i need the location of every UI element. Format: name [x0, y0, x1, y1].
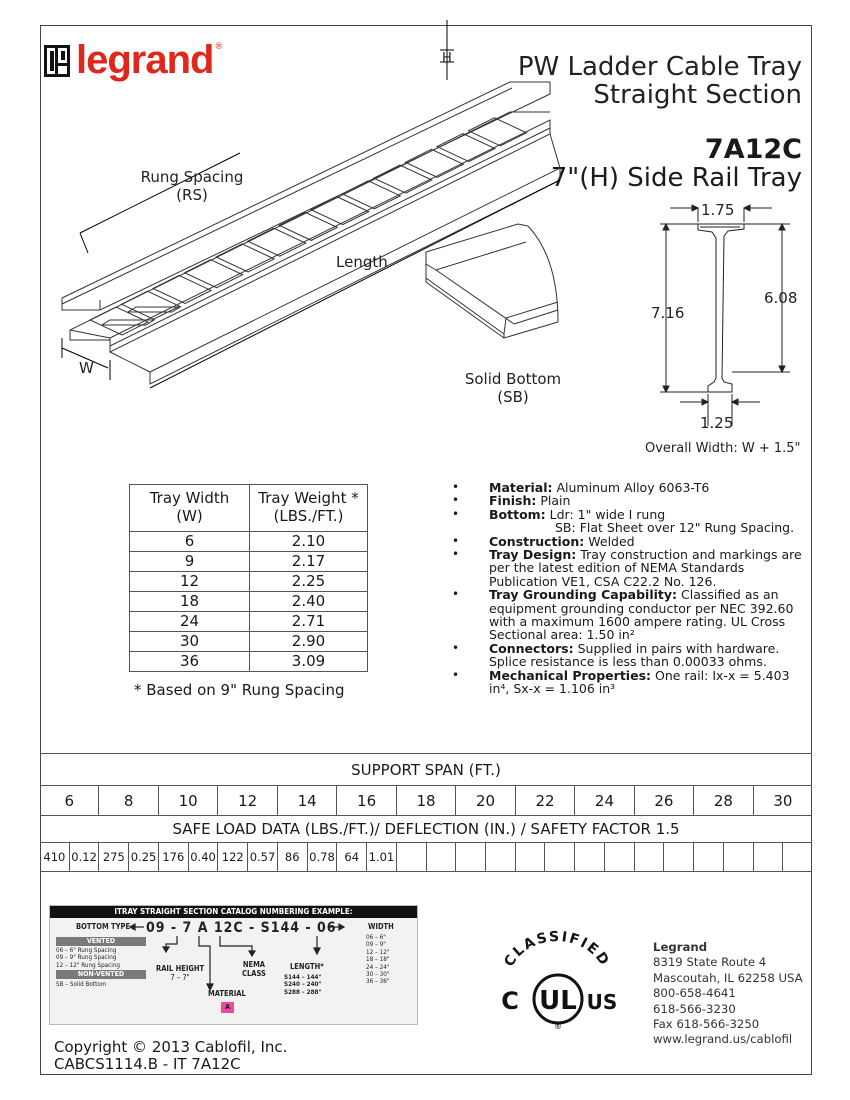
- spec-text: One rail: Ix-x = 5.403 in⁴, Sx-x = 1.106 in³: [489, 667, 790, 697]
- catalog-vented: VENTED: [56, 937, 146, 946]
- load-cell: [545, 843, 575, 871]
- safe-load-values: [40, 843, 812, 872]
- ladder-rung: [185, 260, 243, 288]
- ladder-rung: [153, 275, 211, 303]
- rail-height-title: RAIL HEIGHT: [156, 964, 205, 973]
- tray-weight-header-l1: Tray Weight *: [258, 489, 359, 507]
- spec-item: [452, 494, 812, 507]
- spec-text: Welded: [584, 533, 635, 549]
- ul-classified-mark: [496, 925, 621, 1037]
- span-cell: 10: [159, 786, 218, 815]
- catalog-list-item: S240 – 240": [284, 981, 322, 989]
- support-span-values: [40, 786, 812, 816]
- company-name: Legrand: [653, 940, 708, 954]
- load-cell: 176: [159, 843, 189, 871]
- catalog-list-item: 12 – 12" Rung Spacing: [56, 961, 121, 969]
- catalog-bottom-type: BOTTOM TYPE: [76, 922, 131, 931]
- footer: [54, 1039, 287, 1073]
- spec-list: [452, 481, 812, 696]
- ul-top-text: CLASSIFIED: [501, 928, 613, 970]
- profile-overall-height: 7.16: [651, 304, 685, 322]
- span-cell: 30: [773, 792, 793, 810]
- nema-title: NEMA: [242, 960, 266, 969]
- address-line: www.legrand.us/cablofil: [653, 1032, 793, 1047]
- tray-width-cell: 18: [130, 592, 250, 612]
- spec-label: Tray Design:: [489, 547, 577, 563]
- doc-subtitle: 7"(H) Side Rail Tray: [550, 163, 802, 193]
- support-span-title: SUPPORT SPAN (FT.): [40, 753, 812, 786]
- load-cell: 86: [278, 843, 308, 871]
- load-cell: [635, 843, 665, 871]
- ul-c-text: C: [501, 987, 519, 1015]
- tray-width-header: [130, 485, 250, 532]
- solid-bottom-abbr: (SB): [497, 388, 529, 406]
- spec-label: Bottom:: [489, 506, 546, 522]
- rail-height-val: 7 – 7": [170, 973, 190, 982]
- spec-item: [452, 548, 812, 588]
- catalog-list-item: 24 – 24": [366, 963, 390, 971]
- doc-title-line1: PW Ladder Cable Tray: [517, 52, 802, 82]
- ladder-rung: [468, 118, 526, 146]
- span-cell: 26: [635, 786, 694, 815]
- spec-text: Classified as an equipment grounding conductor per NEC 392.60 with a maximum 1600 ampere rating. UL Cross Sectional area: 1.50 in²: [489, 587, 794, 643]
- tray-weight-header-l2: (LBS./FT.): [273, 507, 344, 525]
- company-address: [653, 940, 803, 1048]
- catalog-list-item: 36 – 36": [366, 978, 390, 986]
- tray-weight-cell: 2.90: [250, 632, 368, 652]
- solid-bottom-drawing: [418, 218, 563, 348]
- catalog-material-val: A: [221, 1002, 234, 1013]
- load-cell: 1.01: [367, 843, 397, 871]
- code-width: 06: [317, 920, 337, 936]
- table-row: [130, 572, 368, 592]
- catalog-nema-class: [242, 960, 266, 978]
- rung-spacing-label: [136, 168, 248, 204]
- load-cell: [397, 843, 427, 871]
- code-rail-height: 7: [182, 920, 193, 936]
- catalog-code: [146, 920, 337, 936]
- code-dash-3: -: [305, 920, 312, 936]
- span-cell: 8: [99, 786, 158, 815]
- ladder-rung: [90, 307, 148, 335]
- catalog-list-item: 06 – 6" Rung Spacing: [56, 947, 117, 954]
- load-cell: [694, 843, 724, 871]
- catalog-non-vented: NON-VENTED: [56, 970, 146, 979]
- tray-width-cell: 12: [130, 572, 250, 592]
- catalog-heading: ITRAY STRAIGHT SECTION CATALOG NUMBERING EXAMPLE:: [50, 906, 417, 918]
- code-nema-class: 12C: [213, 920, 244, 936]
- spec-item: [452, 508, 812, 535]
- length-label: Length: [336, 253, 388, 271]
- spec-label: Material:: [489, 480, 553, 495]
- catalog-width-title: WIDTH: [368, 922, 394, 931]
- tray-weight-cell: 2.25: [250, 572, 368, 592]
- catalog-non-vented-items: [56, 981, 106, 988]
- spec-label: Tray Grounding Capability:: [489, 587, 678, 603]
- model-number: 7A12C: [704, 134, 802, 165]
- load-cell: [783, 843, 812, 871]
- class-title: CLASS: [242, 969, 266, 978]
- tray-width-cell: 36: [130, 652, 250, 672]
- load-cell: 0.78: [308, 843, 338, 871]
- load-cell: [427, 843, 457, 871]
- catalog-length-items: [284, 974, 321, 996]
- load-cell: [456, 843, 486, 871]
- spec-item: [452, 588, 812, 642]
- ladder-rung: [342, 181, 400, 209]
- span-cell: 18: [397, 786, 456, 815]
- height-label: H: [442, 51, 452, 66]
- ladder-rung: [279, 212, 337, 240]
- ul-us-text: US: [586, 990, 618, 1014]
- code-dash-2: -: [249, 920, 256, 936]
- catalog-list-item: 12 – 12": [366, 948, 390, 956]
- address-line: 618-566-3230: [653, 1001, 736, 1016]
- load-cell: [605, 843, 635, 871]
- catalog-list-item: 18 – 18": [366, 956, 390, 964]
- safe-load-title: SAFE LOAD DATA (LBS./FT.)/ DEFLECTION (IN.) / SAFETY FACTOR 1.5: [40, 816, 812, 843]
- copyright: Copyright © 2013 Cablofil, Inc.: [54, 1038, 288, 1056]
- table-row: [130, 592, 368, 612]
- spec-label: Finish:: [489, 493, 537, 509]
- ladder-rung: [311, 197, 369, 225]
- load-cell: 0.57: [248, 843, 278, 871]
- load-cell: 64: [337, 843, 367, 871]
- tray-width-cell: 24: [130, 612, 250, 632]
- tray-width-cell: 6: [130, 532, 250, 552]
- catalog-list-item: 30 – 30": [366, 971, 390, 979]
- ladder-rung: [122, 291, 180, 319]
- tray-weight-cell: 2.17: [250, 552, 368, 572]
- support-span-table: [40, 753, 812, 872]
- load-cell: 410: [40, 843, 70, 871]
- catalog-rail-height: [156, 964, 204, 982]
- code-bottom-type: 09: [146, 920, 166, 936]
- tray-width-header-l1: Tray Width: [149, 489, 230, 507]
- ladder-rung: [248, 228, 306, 256]
- width-label: W: [79, 359, 94, 377]
- spec-text: Aluminum Alloy 6063-T6: [552, 480, 710, 495]
- load-cell: [724, 843, 754, 871]
- catalog-list-item: 09 – 9": [366, 941, 386, 949]
- overall-width-note: Overall Width: W + 1.5": [645, 441, 801, 456]
- solid-bottom-label: [462, 370, 564, 406]
- address-line: Mascoutah, IL 62258 USA: [653, 970, 803, 985]
- table-row: [130, 552, 368, 572]
- catalog-length-title: LENGTH*: [290, 962, 324, 971]
- logo-registered: ®: [214, 42, 224, 52]
- rung-spacing-text: Rung Spacing: [140, 168, 244, 186]
- span-cell: 24: [575, 786, 634, 815]
- load-cell: [516, 843, 546, 871]
- ladder-rung: [437, 134, 495, 162]
- span-cell: 28: [694, 786, 753, 815]
- ul-ul-text: UL: [539, 986, 577, 1016]
- logo-wordmark: legrand: [76, 38, 214, 82]
- spec-item: [452, 642, 812, 669]
- catalog-numbering-example: [49, 905, 418, 1025]
- catalog-list-item: S288 – 288": [284, 988, 322, 996]
- table-row: [130, 612, 368, 632]
- span-cell: 16: [337, 786, 396, 815]
- table-row: [130, 632, 368, 652]
- rung-spacing-abbr: (RS): [176, 186, 208, 204]
- spec-extra: SB: Flat Sheet over 12" Rung Spacing.: [555, 520, 795, 536]
- ladder-rung: [405, 149, 463, 177]
- span-cell: 6: [40, 786, 99, 815]
- spec-item: [452, 535, 812, 548]
- load-cell: 0.25: [129, 843, 159, 871]
- catalog-list-item: 09 – 9" Rung Spacing: [56, 954, 117, 962]
- profile-top-width: 1.75: [701, 201, 735, 219]
- weight-table-note: * Based on 9" Rung Spacing: [134, 681, 345, 699]
- spec-item: [452, 481, 812, 494]
- ladder-rung: [216, 244, 274, 272]
- doc-id: CABCS1114.B - IT 7A12C: [54, 1055, 241, 1073]
- spec-text: Ldr: 1" wide I rung: [545, 506, 666, 522]
- tray-weight-cell: 2.71: [250, 612, 368, 632]
- catalog-list-item: 06 – 6": [366, 934, 386, 941]
- load-cell: 0.12: [70, 843, 100, 871]
- load-cell: 275: [99, 843, 129, 871]
- spec-label: Construction:: [489, 533, 585, 549]
- tray-weight-cell: 3.09: [250, 652, 368, 672]
- code-dash-1: -: [170, 920, 178, 936]
- load-cell: [575, 843, 605, 871]
- code-length: S144: [260, 920, 301, 936]
- tray-weight-table: [129, 484, 368, 672]
- table-row: [130, 532, 368, 552]
- table-row: [130, 652, 368, 672]
- load-cell: 122: [218, 843, 248, 871]
- spec-item: [452, 669, 812, 696]
- spec-text: Tray construction and markings are per the latest edition of NEMA Standards Publication VE1, CSA C22.2 No. 126.: [489, 547, 802, 589]
- spec-label: Connectors:: [489, 640, 574, 656]
- address-line: Fax 618-566-3250: [653, 1017, 760, 1032]
- solid-bottom-text: Solid Bottom: [464, 370, 562, 388]
- address-line: 800-658-4641: [653, 986, 736, 1001]
- span-cell: 22: [516, 786, 575, 815]
- tray-weight-cell: 2.40: [250, 592, 368, 612]
- tray-width-cell: 9: [130, 552, 250, 572]
- span-cell: 12: [218, 786, 277, 815]
- code-material: A: [197, 920, 209, 936]
- profile-bottom-width: 1.25: [700, 414, 734, 432]
- catalog-list-item: S144 – 144": [284, 974, 322, 981]
- tray-width-cell: 30: [130, 632, 250, 652]
- load-cell: [486, 843, 516, 871]
- tray-width-header-l2: (W): [176, 507, 203, 525]
- catalog-list-item: SB – Solid Bottom: [56, 981, 107, 988]
- catalog-material: MATERIAL: [208, 989, 246, 998]
- svg-text:CLASSIFIED: [501, 929, 613, 970]
- address-lines: [653, 955, 803, 1047]
- profile-inner-height: 6.08: [764, 289, 798, 307]
- load-cell: [664, 843, 694, 871]
- doc-title-line2: Straight Section: [593, 80, 802, 110]
- spec-label: Mechanical Properties:: [489, 667, 652, 683]
- ul-r-text: ®: [554, 1022, 562, 1031]
- span-cell: 14: [278, 786, 337, 815]
- spec-text: Supplied in pairs with hardware. Splice resistance is less than 0.00033 ohms.: [489, 640, 780, 670]
- ladder-rung: [374, 165, 432, 193]
- spec-text: Plain: [536, 493, 571, 509]
- catalog-vented-items: [56, 947, 120, 969]
- catalog-width-items: [366, 934, 389, 986]
- span-cell: 20: [456, 786, 515, 815]
- load-cell: [754, 843, 784, 871]
- tray-weight-header: [250, 485, 368, 532]
- address-line: 8319 State Route 4: [653, 955, 767, 970]
- tray-weight-cell: 2.10: [250, 532, 368, 552]
- weight-table-header: [130, 485, 368, 532]
- load-cell: 0.40: [189, 843, 219, 871]
